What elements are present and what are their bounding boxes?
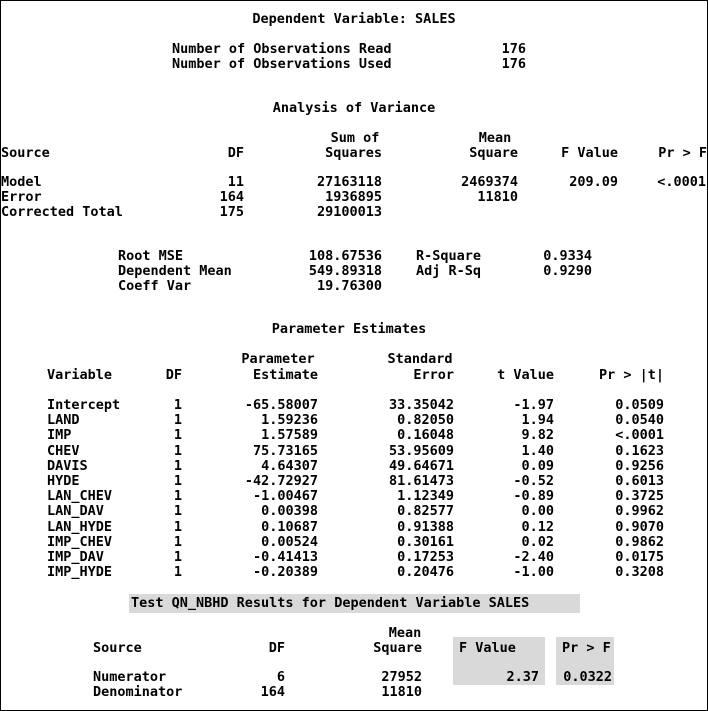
dependent-mean-value: 549.89318 [308,263,382,279]
anova-source: Error [1,189,42,205]
param-variable: LAND [47,412,80,429]
param-p-value: 0.9070 [615,518,664,535]
anova-ms: 2469374 [461,174,518,190]
param-estimate: 0.10687 [261,518,318,535]
param-t-value: 1.40 [521,442,554,459]
param-p-value: 0.9962 [615,503,664,520]
param-variable: CHEV [47,442,80,459]
param-variable: DAVIS [47,457,88,474]
anova-ss: 29100013 [316,204,382,220]
param-t-value: -1.00 [513,564,554,581]
param-std-error: 0.82050 [397,412,454,429]
param-variable: Intercept [47,397,121,413]
test-header-source: Source [93,640,142,656]
param-t-value: 0.12 [521,518,554,535]
test-ms: 11810 [381,684,422,700]
param-variable: LAN_HYDE [47,518,113,535]
params-header-t: t Value [497,367,554,383]
anova-ms: 11810 [477,189,518,205]
param-estimate: 75.73165 [252,442,318,459]
param-std-error: 0.16048 [397,427,454,444]
param-std-error: 0.30161 [397,533,454,550]
test-header-df: DF [268,640,285,656]
rsquare-value: 0.9334 [543,248,592,264]
params-header-p: Pr > |t| [598,367,664,383]
anova-header-source: Source [1,145,50,161]
test-ms: 27952 [381,669,422,685]
dependent-variable-title: Dependent Variable: SALES [252,11,456,27]
param-df: 1 [173,412,182,429]
param-t-value: 1.94 [521,412,554,429]
param-t-value: -0.52 [513,473,554,489]
anova-source: Corrected Total [1,204,123,220]
param-variable: IMP_CHEV [47,533,113,550]
anova-header-ms-2: Square [469,145,518,161]
param-t-value: 0.02 [521,533,554,550]
param-df: 1 [173,503,182,520]
anova-source: Model [1,174,42,190]
anova-ss: 1936895 [325,189,382,205]
test-df: 164 [260,684,285,700]
param-p-value: 0.1623 [615,442,664,459]
param-p-value: 0.0540 [615,412,664,429]
test-header-ms-2: Square [373,640,422,656]
anova-header-df: DF [227,145,244,161]
param-p-value: 0.9862 [615,533,664,550]
anova-header-ss-1: Sum of [330,130,380,146]
param-t-value: 9.82 [521,427,554,444]
anova-df: 175 [219,204,244,220]
test-source: Numerator [93,669,167,685]
anova-p-value: <.0001 [657,174,706,190]
param-p-value: 0.0175 [615,549,664,565]
param-estimate: 4.64307 [261,457,318,474]
param-df: 1 [173,564,182,581]
obs-used-value: 176 [501,56,526,72]
param-t-value: -1.97 [513,397,554,413]
param-estimate: 0.00398 [261,503,318,520]
param-std-error: 0.91388 [397,518,454,535]
anova-df: 11 [227,174,244,190]
param-t-value: 0.09 [521,457,554,474]
param-estimate: -0.20389 [252,564,318,581]
params-header-df: DF [165,367,182,383]
param-df: 1 [173,427,182,444]
params-header-estimate-1: Parameter [241,351,315,367]
param-variable: IMP_HYDE [47,564,113,581]
params-header-variable: Variable [47,367,113,383]
param-t-value: -2.40 [513,549,554,565]
param-estimate: 0.00524 [261,533,318,550]
params-header-se-1: Standard [387,351,453,367]
adj-rsq-label: Adj R-Sq [416,263,482,279]
param-p-value: <.0001 [615,427,664,444]
param-variable: HYDE [47,473,80,489]
param-p-value: 0.9256 [615,457,664,474]
anova-ss: 27163118 [316,174,382,190]
test-title: Test QN_NBHD Results for Dependent Variable SALES [131,595,530,611]
param-estimate: -0.41413 [252,549,318,565]
param-df: 1 [173,549,182,565]
param-estimate: 1.57589 [261,427,318,444]
param-std-error: 81.61473 [388,473,454,489]
anova-header-ms-1: Mean [478,130,512,146]
param-std-error: 0.82577 [397,503,454,520]
param-t-value: 0.00 [521,503,554,520]
param-std-error: 0.20476 [397,564,454,581]
anova-f-value: 209.09 [569,174,618,190]
param-variable: IMP [47,427,72,444]
param-p-value: 0.3725 [615,488,664,505]
param-std-error: 53.95609 [388,442,454,459]
param-estimate: -65.58007 [244,397,318,413]
coeff-var-label: Coeff Var [118,278,192,294]
param-t-value: -0.89 [513,488,554,505]
anova-df: 164 [219,189,244,205]
params-header-estimate-2: Estimate [252,367,318,383]
parameter-estimates-title: Parameter Estimates [271,321,427,337]
dependent-mean-label: Dependent Mean [118,263,232,279]
test-header-f: F Value [459,640,516,656]
param-variable: LAN_DAV [47,503,104,520]
param-p-value: 0.3208 [615,564,664,581]
param-std-error: 49.64671 [388,457,454,474]
adj-rsq-value: 0.9290 [543,263,592,279]
param-estimate: -42.72927 [244,473,318,489]
param-df: 1 [173,533,182,550]
test-df: 6 [276,669,285,685]
anova-header-ss-2: Squares [325,145,382,161]
root-mse-label: Root MSE [118,248,184,264]
anova-header-f: F Value [561,145,618,161]
param-p-value: 0.0509 [615,397,664,413]
param-df: 1 [173,457,182,474]
param-df: 1 [173,518,182,535]
param-variable: IMP_DAV [47,549,104,565]
param-estimate: 1.59236 [261,412,318,429]
rsquare-label: R-Square [416,248,482,264]
param-std-error: 0.17253 [397,549,454,565]
coeff-var-value: 19.76300 [316,278,382,294]
param-df: 1 [173,473,182,489]
param-std-error: 1.12349 [397,488,454,505]
obs-used-label: Number of Observations Used [172,56,392,72]
param-df: 1 [173,397,182,413]
test-p-value: 0.0322 [563,669,612,685]
param-variable: LAN_CHEV [47,488,113,505]
anova-header-p: Pr > F [658,145,707,161]
test-header-ms-1: Mean [388,625,422,641]
param-estimate: -1.00467 [252,488,318,505]
param-std-error: 33.35042 [388,397,454,413]
test-source: Denominator [93,684,183,700]
root-mse-value: 108.67536 [308,248,382,264]
obs-read-value: 176 [501,41,526,57]
param-p-value: 0.6013 [615,473,664,489]
param-df: 1 [173,442,182,459]
test-f-value: 2.37 [506,669,539,685]
anova-title: Analysis of Variance [272,100,436,116]
param-df: 1 [173,488,182,505]
obs-read-label: Number of Observations Read [172,41,392,57]
params-header-se-2: Error [413,367,454,383]
test-header-p: Pr > F [562,640,611,656]
